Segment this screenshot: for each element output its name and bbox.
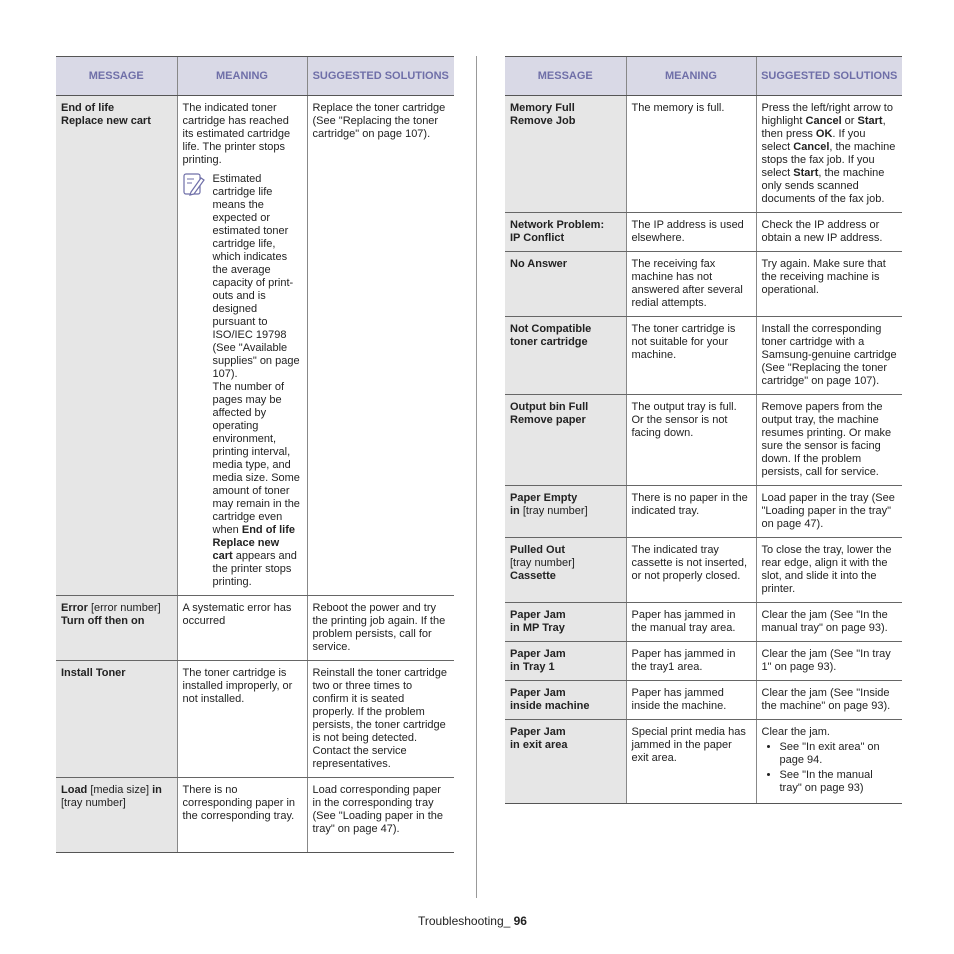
table-row	[505, 681, 902, 720]
solution-text: or	[841, 115, 858, 127]
footer-section-label: Troubleshooting_	[418, 914, 514, 928]
page-number: 96	[513, 914, 527, 928]
header-message: MESSAGE	[505, 57, 626, 96]
page-footer	[418, 914, 527, 928]
message-line	[61, 784, 172, 797]
message-cell	[505, 603, 626, 642]
message-bold: in	[152, 784, 162, 796]
meaning-cell: There is no paper in the indicated tray.	[626, 486, 756, 538]
table-row	[505, 603, 902, 642]
meaning-cell: Paper has jammed in the manual tray area.	[626, 603, 756, 642]
solution-bold: Start	[857, 115, 883, 127]
message-cell	[56, 96, 177, 596]
message-param: [tray number]	[519, 505, 588, 517]
table-row	[505, 395, 902, 486]
message-cell	[505, 720, 626, 804]
solution-cell: Try again. Make sure that the receiving machine is operational.	[756, 252, 902, 317]
solution-cell: Clear the jam (See "In the manual tray" on page 93).	[756, 603, 902, 642]
solution-text: . If you select	[761, 128, 866, 153]
message-cell	[56, 778, 177, 853]
meaning-cell: The toner cartridge is not suitable for your machine.	[626, 317, 756, 395]
message-bold: Load	[61, 784, 88, 796]
meaning-cell: The toner cartridge is installed improperly, or not installed.	[177, 661, 307, 778]
message-cell	[505, 538, 626, 603]
note-bold-span: End of life Replace new cart	[212, 524, 296, 562]
message-cell	[505, 213, 626, 252]
solution-text: , the machine stops the fax job. If you select	[761, 141, 896, 179]
message-cell	[505, 395, 626, 486]
message-line: Replace new cart	[61, 115, 151, 127]
message-line: Memory Full	[510, 102, 575, 114]
solution-cell: Reboot the power and try the printing job again. If the problem persists, call for service.	[307, 596, 454, 661]
note-paragraph: Estimated cartridge life means the expected or estimated toner cartridge life, which indicates the average capacity of print-outs and is designed pursuant to ISO/IEC 19798 (See "Available supplies" on page 107).	[212, 173, 300, 380]
column-divider	[476, 56, 477, 898]
solution-cell	[756, 96, 902, 213]
message-cell	[505, 317, 626, 395]
table-row	[56, 596, 454, 661]
solution-cell: To close the tray, lower the rear edge, align it with the slot, and slide it into the printer.	[756, 538, 902, 603]
solution-bold: OK	[815, 128, 833, 140]
solution-cell: Reinstall the toner cartridge two or three times to confirm it is seated properly. If the problem persists, the toner cartridge is not being detected. Contact the service representatives.	[307, 661, 454, 778]
table-row	[56, 778, 454, 853]
meaning-cell: The indicated tray cassette is not inserted, or not properly closed.	[626, 538, 756, 603]
table-row	[505, 538, 902, 603]
message-line: Output bin Full	[510, 401, 589, 413]
message-line: Paper Jam	[510, 726, 566, 738]
solution-text: , then press	[761, 115, 886, 140]
solution-cell: Replace the toner cartridge (See "Replacing the toner cartridge" on page 107).	[307, 96, 454, 596]
solution-cell: Clear the jam (See "Inside the machine" on page 93).	[756, 681, 902, 720]
note-text-span: appears and the printer stops printing.	[212, 550, 297, 588]
message-param: [media size]	[87, 784, 153, 796]
solution-bullet-list	[762, 741, 898, 795]
message-line: Pulled Out	[510, 544, 565, 556]
message-line: End of life	[61, 102, 115, 114]
message-bold: in	[510, 505, 520, 517]
message-line: Cassette	[510, 570, 556, 582]
solution-cell: Load paper in the tray (See "Loading paper in the tray" on page 47).	[756, 486, 902, 538]
message-line: inside machine	[510, 700, 590, 712]
meaning-cell: The memory is full.	[626, 96, 756, 213]
note-text	[213, 173, 302, 589]
header-solutions: SUGGESTED SOLUTIONS	[307, 57, 454, 96]
solution-bullet: • See "In the manual tray" on page 93)	[780, 769, 898, 795]
table-header-row	[56, 57, 454, 96]
header-message: MESSAGE	[56, 57, 177, 96]
table-row	[505, 213, 902, 252]
message-line: Paper Jam	[510, 687, 566, 699]
table-header-row	[505, 57, 902, 96]
solution-bold: Cancel	[805, 115, 842, 127]
message-line: Not Compatible	[510, 323, 592, 335]
solution-cell	[756, 720, 902, 804]
meaning-cell: There is no corresponding paper in the corresponding tray.	[177, 778, 307, 853]
message-line	[510, 505, 621, 518]
message-line: in MP Tray	[510, 622, 565, 634]
message-line: No Answer	[510, 258, 568, 270]
message-cell	[505, 681, 626, 720]
message-param: [error number]	[87, 602, 161, 614]
message-cell	[505, 486, 626, 538]
note-pencil-icon	[183, 173, 205, 197]
message-line: [tray number]	[510, 557, 575, 569]
left-message-table	[56, 56, 454, 853]
meaning-cell: The IP address is used elsewhere.	[626, 213, 756, 252]
message-line	[61, 602, 172, 615]
message-line: Remove Job	[510, 115, 576, 127]
message-line: [tray number]	[61, 797, 126, 809]
solution-cell: Remove papers from the output tray, the machine resumes printing. Or make sure the sensor is facing down. If the problem persists, call for service.	[756, 395, 902, 486]
message-line: Install Toner	[61, 667, 126, 679]
message-line: in Tray 1	[510, 661, 555, 673]
message-cell	[505, 252, 626, 317]
meaning-cell: The receiving fax machine has not answered after several redial attempts.	[626, 252, 756, 317]
solution-bold: Cancel	[793, 141, 830, 153]
message-line: Paper Jam	[510, 609, 566, 621]
message-bold: Error	[61, 602, 88, 614]
meaning-cell	[177, 96, 307, 596]
meaning-cell: The output tray is full. Or the sensor is not facing down.	[626, 395, 756, 486]
message-cell	[56, 596, 177, 661]
note-paragraph	[213, 381, 302, 589]
solution-cell: Check the IP address or obtain a new IP address.	[756, 213, 902, 252]
header-solutions: SUGGESTED SOLUTIONS	[756, 57, 902, 96]
right-message-table	[505, 56, 902, 804]
meaning-cell: Special print media has jammed in the paper exit area.	[626, 720, 756, 804]
solution-bold: Start	[793, 167, 819, 179]
solution-text: Press the left/right arrow to highlight	[761, 102, 893, 127]
message-line: Turn off then on	[61, 615, 145, 627]
table-row	[505, 252, 902, 317]
meaning-cell: A systematic error has occurred	[177, 596, 307, 661]
message-cell	[56, 661, 177, 778]
table-row	[505, 486, 902, 538]
solution-bullet: • See "In exit area" on page 94.	[780, 741, 898, 767]
solution-cell: Load corresponding paper in the corresponding tray (See "Loading paper in the tray" on page 47).	[307, 778, 454, 853]
message-line: Paper Empty	[510, 492, 578, 504]
solution-text: Clear the jam.	[761, 726, 830, 738]
table-row	[505, 317, 902, 395]
table-row	[56, 661, 454, 778]
message-line: toner cartridge	[510, 336, 588, 348]
message-line: Remove paper	[510, 414, 586, 426]
meaning-cell: Paper has jammed inside the machine.	[626, 681, 756, 720]
meaning-cell: Paper has jammed in the tray1 area.	[626, 642, 756, 681]
message-line: IP Conflict	[510, 232, 565, 244]
solution-cell: Install the corresponding toner cartridge with a Samsung-genuine cartridge (See "Replacing the toner cartridge" on page 107).	[756, 317, 902, 395]
table-row	[56, 96, 454, 596]
note-text-span: The number of pages may be affected by operating environment, printing interval, media type, and media size. Some amount of toner may remain in the cartridge even when	[212, 381, 300, 536]
table-row	[505, 642, 902, 681]
message-line: Paper Jam	[510, 648, 566, 660]
header-meaning: MEANING	[177, 57, 307, 96]
message-line: in exit area	[510, 739, 568, 751]
solution-text: , the machine only sends scanned documents of the fax job.	[761, 167, 885, 205]
note-block	[183, 173, 302, 589]
meaning-text: The indicated toner cartridge has reached its estimated cartridge life. The printer stops printing.	[182, 102, 291, 166]
message-cell	[505, 96, 626, 213]
header-meaning: MEANING	[626, 57, 756, 96]
message-cell	[505, 642, 626, 681]
table-row	[505, 720, 902, 804]
solution-cell: Clear the jam (See "In tray 1" on page 93).	[756, 642, 902, 681]
message-line: Network Problem:	[510, 219, 605, 231]
table-row	[505, 96, 902, 213]
